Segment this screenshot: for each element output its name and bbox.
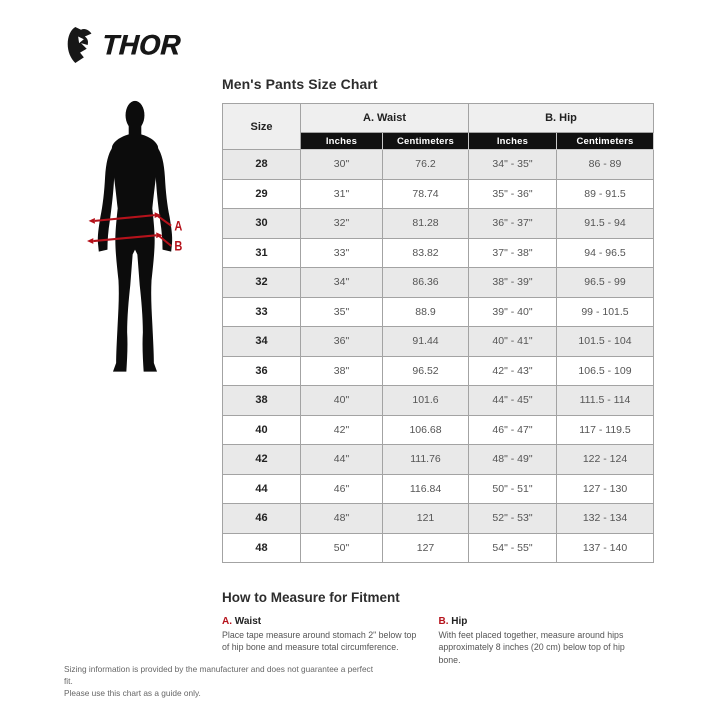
col-header-hip-centimeters: Centimeters xyxy=(557,133,654,150)
measurement-cell: 33" xyxy=(301,238,383,268)
measurement-cell: 38" xyxy=(301,356,383,386)
size-cell: 28 xyxy=(223,150,301,180)
measurement-cell: 91.5 - 94 xyxy=(557,209,654,239)
size-cell: 46 xyxy=(223,504,301,534)
table-row xyxy=(223,150,654,180)
measurement-cell: 52" - 53" xyxy=(469,504,557,534)
waist-label-a: A xyxy=(174,218,183,234)
brand-logo xyxy=(66,26,181,64)
measurement-cell: 81.28 xyxy=(383,209,469,239)
measurement-figure xyxy=(76,98,194,386)
measurement-cell: 37" - 38" xyxy=(469,238,557,268)
measurement-cell: 137 - 140 xyxy=(557,533,654,563)
how-to-measure-heading: How to Measure for Fitment xyxy=(222,590,400,605)
measurement-cell: 42" xyxy=(301,415,383,445)
measure-waist-title xyxy=(222,616,425,627)
table-row xyxy=(223,356,654,386)
measurement-cell: 31" xyxy=(301,179,383,209)
measurement-cell: 127 xyxy=(383,533,469,563)
measurement-cell: 48" - 49" xyxy=(469,445,557,475)
table-row xyxy=(223,415,654,445)
measurement-cell: 101.5 - 104 xyxy=(557,327,654,357)
measurement-cell: 96.5 - 99 xyxy=(557,268,654,298)
measurement-cell: 106.68 xyxy=(383,415,469,445)
measure-hip-title xyxy=(439,616,642,627)
size-cell: 42 xyxy=(223,445,301,475)
measurement-cell: 89 - 91.5 xyxy=(557,179,654,209)
measurement-cell: 96.52 xyxy=(383,356,469,386)
measurement-cell: 44" - 45" xyxy=(469,386,557,416)
size-cell: 38 xyxy=(223,386,301,416)
measurement-cell: 88.9 xyxy=(383,297,469,327)
measurement-cell: 132 - 134 xyxy=(557,504,654,534)
header-row-groups xyxy=(223,104,654,133)
measurement-cell: 48" xyxy=(301,504,383,534)
measurement-cell: 40" - 41" xyxy=(469,327,557,357)
table-row xyxy=(223,474,654,504)
size-cell: 31 xyxy=(223,238,301,268)
measurement-cell: 36" xyxy=(301,327,383,357)
measurement-cell: 78.74 xyxy=(383,179,469,209)
size-table-body xyxy=(223,150,654,563)
size-cell: 33 xyxy=(223,297,301,327)
table-row xyxy=(223,238,654,268)
measure-waist-text: Place tape measure around stomach 2" below top of hip bone and measure total circumference. xyxy=(222,630,417,653)
measure-waist-name: Waist xyxy=(234,616,262,627)
measure-waist-letter: A. xyxy=(222,616,232,627)
size-cell: 32 xyxy=(223,268,301,298)
size-cell: 40 xyxy=(223,415,301,445)
measure-hip-letter: B. xyxy=(438,616,449,627)
thor-helmet-icon xyxy=(66,26,96,64)
table-row xyxy=(223,386,654,416)
table-row xyxy=(223,297,654,327)
page-title: Men's Pants Size Chart xyxy=(222,76,378,92)
measurement-cell: 34" - 35" xyxy=(469,150,557,180)
table-row xyxy=(223,268,654,298)
measurement-cell: 46" - 47" xyxy=(469,415,557,445)
table-row xyxy=(223,179,654,209)
measurement-cell: 40" xyxy=(301,386,383,416)
measurement-cell: 106.5 - 109 xyxy=(557,356,654,386)
hip-label-b: B xyxy=(174,238,183,254)
measurement-cell: 54" - 55" xyxy=(469,533,557,563)
col-header-hip-inches: Inches xyxy=(469,133,557,150)
measurement-cell: 94 - 96.5 xyxy=(557,238,654,268)
disclaimer-line-2: Please use this chart as a guide only. xyxy=(64,688,201,699)
col-header-waist-inches: Inches xyxy=(301,133,383,150)
measurement-cell: 44" xyxy=(301,445,383,475)
measurement-cell: 36" - 37" xyxy=(469,209,557,239)
measurement-cell: 116.84 xyxy=(383,474,469,504)
measurement-cell: 30" xyxy=(301,150,383,180)
size-chart-table xyxy=(222,103,654,563)
measurement-cell: 86 - 89 xyxy=(557,150,654,180)
table-row xyxy=(223,504,654,534)
measurement-cell: 122 - 124 xyxy=(557,445,654,475)
size-cell: 48 xyxy=(223,533,301,563)
how-to-measure-section xyxy=(222,590,655,666)
measurement-cell: 101.6 xyxy=(383,386,469,416)
measure-hip-name: Hip xyxy=(451,616,468,627)
measurement-cell: 83.82 xyxy=(383,238,469,268)
size-cell: 36 xyxy=(223,356,301,386)
disclaimer-line-1: Sizing information is provided by the manufacturer and does not guarantee a perfect fit. xyxy=(64,664,374,687)
size-cell: 29 xyxy=(223,179,301,209)
measurement-cell: 111.76 xyxy=(383,445,469,475)
size-cell: 30 xyxy=(223,209,301,239)
col-group-hip: B. Hip xyxy=(469,104,654,133)
table-row xyxy=(223,209,654,239)
measurement-cell: 32" xyxy=(301,209,383,239)
col-group-waist: A. Waist xyxy=(301,104,469,133)
size-cell: 34 xyxy=(223,327,301,357)
col-header-waist-centimeters: Centimeters xyxy=(383,133,469,150)
measurement-cell: 50" xyxy=(301,533,383,563)
measurement-cell: 34" xyxy=(301,268,383,298)
measurement-cell: 39" - 40" xyxy=(469,297,557,327)
size-chart-table-wrap xyxy=(222,103,653,563)
size-cell: 44 xyxy=(223,474,301,504)
measurement-cell: 117 - 119.5 xyxy=(557,415,654,445)
measurement-cell: 50" - 51" xyxy=(469,474,557,504)
measure-hip-text: With feet placed together, measure around hips approximately 8 inches (20 cm) below top of hip bone. xyxy=(438,630,625,665)
measurement-cell: 111.5 - 114 xyxy=(557,386,654,416)
measurement-cell: 35" - 36" xyxy=(469,179,557,209)
measurement-cell: 127 - 130 xyxy=(557,474,654,504)
measurement-cell: 46" xyxy=(301,474,383,504)
measurement-cell: 91.44 xyxy=(383,327,469,357)
measurement-cell: 42" - 43" xyxy=(469,356,557,386)
col-header-size: Size xyxy=(223,104,301,150)
measurement-cell: 38" - 39" xyxy=(469,268,557,298)
measure-waist-block xyxy=(222,616,439,666)
measurement-cell: 76.2 xyxy=(383,150,469,180)
sizing-disclaimer xyxy=(64,663,374,699)
table-row xyxy=(223,445,654,475)
table-row xyxy=(223,533,654,563)
measure-hip-block xyxy=(439,616,656,666)
measurement-cell: 35" xyxy=(301,297,383,327)
measurement-cell: 121 xyxy=(383,504,469,534)
male-silhouette-diagram xyxy=(76,98,194,386)
measurement-cell: 99 - 101.5 xyxy=(557,297,654,327)
measurement-cell: 86.36 xyxy=(383,268,469,298)
table-row xyxy=(223,327,654,357)
brand-logo-text: THOR xyxy=(100,28,182,61)
